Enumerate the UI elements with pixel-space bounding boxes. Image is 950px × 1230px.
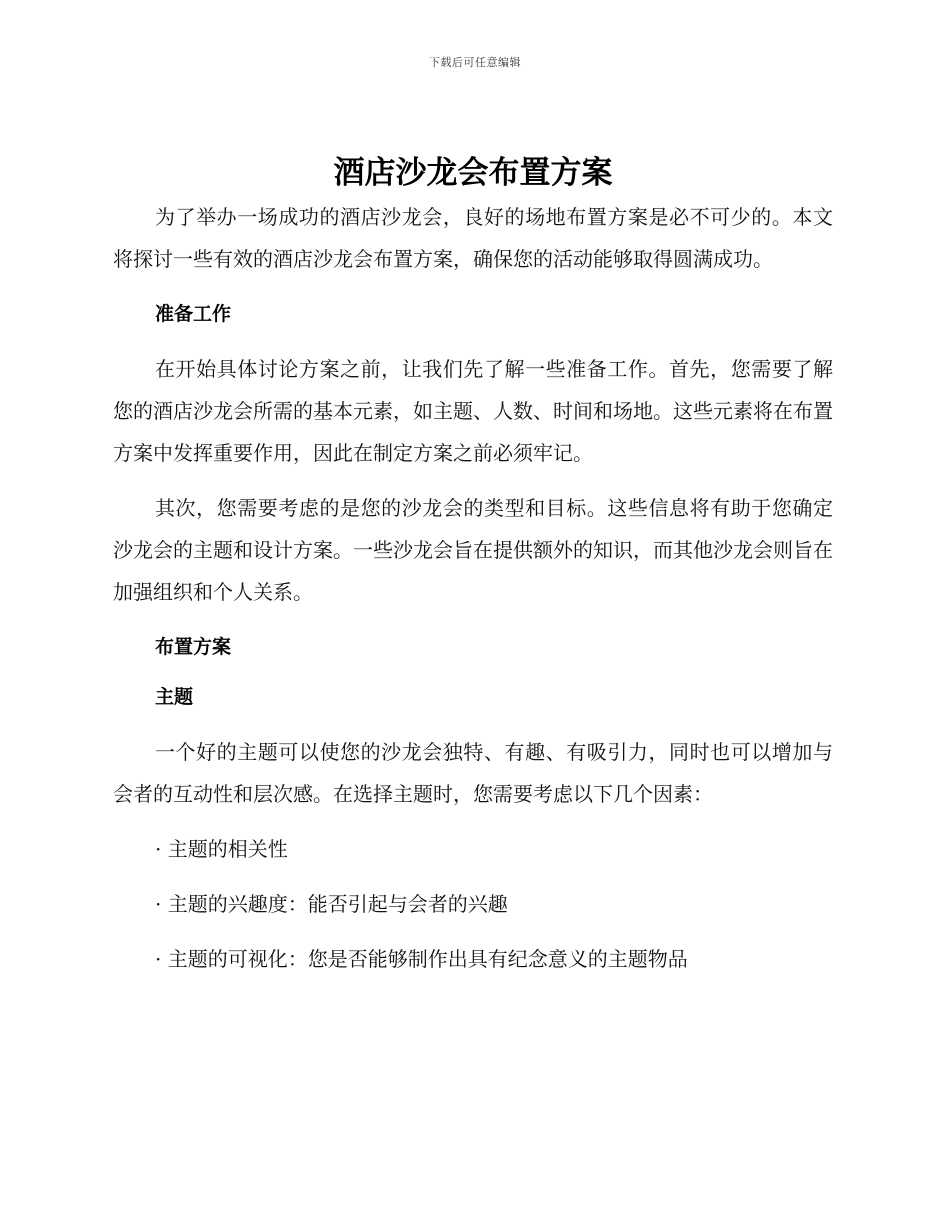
spacer: [113, 870, 833, 883]
list-item: · 主题的相关性: [155, 837, 288, 861]
theme-paragraph: 一个好的主题可以使您的沙龙会独特、有趣、有吸引力，同时也可以增加与会者的互动性和层次感。在选择主题时，您需要考虑以下几个因素：: [113, 740, 833, 806]
list-item: · 主题的兴趣度：能否引起与会者的兴趣: [155, 892, 508, 916]
document-title: 酒店沙龙会布置方案: [333, 155, 613, 191]
spacer: [113, 474, 833, 487]
intro-paragraph: 为了举办一场成功的酒店沙龙会，良好的场地布置方案是必不可少的。本文将探讨一些有效的酒店沙龙会布置方案，确保您的活动能够取得圆满成功。: [113, 205, 833, 271]
spacer: [113, 613, 833, 626]
list-item: · 主题的可视化：您是否能够制作出具有纪念意义的主题物品: [155, 947, 688, 971]
spacer: [113, 335, 833, 348]
spacer: [113, 718, 833, 731]
spacer: [113, 925, 833, 938]
section-heading-layout-plan: 布置方案: [155, 636, 232, 658]
spacer: [113, 280, 833, 293]
spacer: [113, 668, 833, 676]
preparation-paragraph-1: 在开始具体讨论方案之前，让我们先了解一些准备工作。首先，您需要了解您的酒店沙龙会所需的基本元素，如主题、人数、时间和场地。这些元素将在布置方案中发挥重要作用，因此在制定方案之前必须牢记。: [113, 357, 833, 465]
preparation-paragraph-2: 其次，您需要考虑的是您的沙龙会的类型和目标。这些信息将有助于您确定沙龙会的主题和设计方案。一些沙龙会旨在提供额外的知识，而其他沙龙会则旨在加强组织和个人关系。: [113, 496, 833, 604]
section-heading-preparation: 准备工作: [155, 303, 232, 325]
page-header-note: 下载后可任意编辑: [429, 56, 521, 69]
document-body: [113, 150, 833, 980]
subheading-theme: 主题: [155, 686, 194, 708]
spacer: [113, 815, 833, 828]
